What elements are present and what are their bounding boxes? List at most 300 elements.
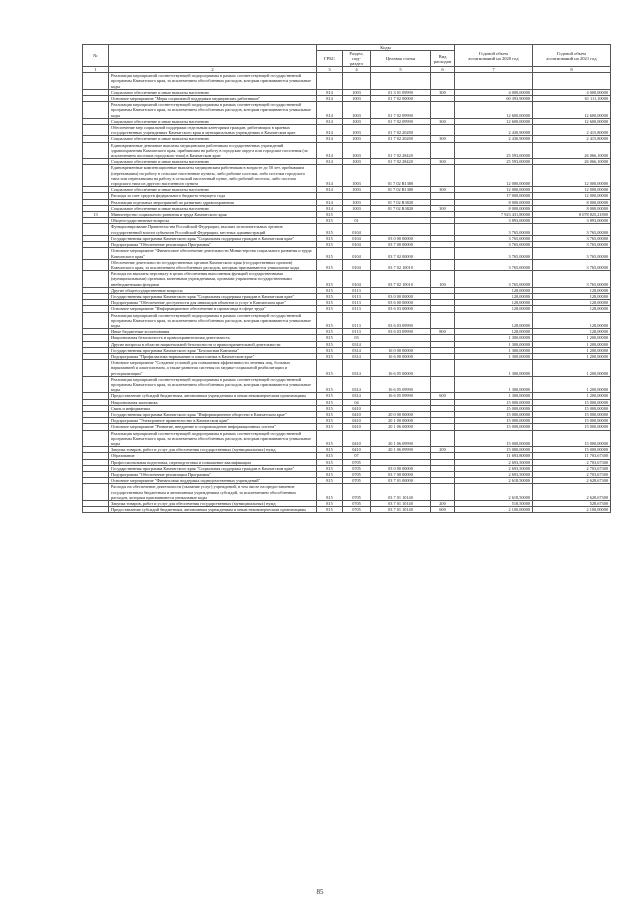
row-amount-2021: 1 200,00000 [533, 353, 611, 359]
row-amount-2020: 1 300,00000 [455, 347, 533, 353]
row-expense-type: 300 [431, 187, 455, 193]
row-name: Реализация мероприятий соответствующей подпрограммы в рамках соответствующей государственной программы Камчатского края, за исключением обособленных расходов, которым присваиваются уникальные коды [109, 430, 317, 447]
row-name: Подпрограмма "Обеспечение реализации Программы" [109, 242, 317, 248]
row-name: Закупка товаров, работ и услуг для обеспечения государственных (муниципальных) нужд [109, 447, 317, 453]
row-grbs: 814 [317, 142, 343, 159]
row-target-article: 01 7 02 09990 [371, 118, 431, 124]
col-num-4: 4 [343, 67, 371, 73]
row-target-article: 03 7 01 10140 [371, 507, 431, 513]
row-grbs: 815 [317, 472, 343, 478]
row-target-article: 16 0 00 00000 [371, 347, 431, 353]
row-amount-2020: 3 765,00000 [455, 271, 533, 288]
row-grbs: 815 [317, 212, 343, 218]
row-amount-2021: 15 000,00000 [533, 424, 611, 430]
row-grbs: 815 [317, 459, 343, 465]
row-target-article: 03 7 01 10140 [371, 501, 431, 507]
budget-table-sheet [82, 44, 610, 513]
row-amount-2021: 11 703,67300 [533, 453, 611, 459]
row-grbs: 815 [317, 453, 343, 459]
row-razdel: 0410 [343, 411, 371, 417]
row-index: 13 [83, 212, 109, 218]
row-amount-2021: 12 000,00000 [533, 187, 611, 193]
row-name: Единовременные денежные выплаты медицинским работникам государственных учреждений здравоохранения Камчатского края, прибывшим на работу в городские округа или городские поселения (за исключением поселков городского типа) в Камчатском крае [109, 142, 317, 159]
row-grbs: 815 [317, 341, 343, 347]
row-grbs: 815 [317, 430, 343, 447]
row-amount-2020: 12 600,00000 [455, 102, 533, 119]
row-name: Профессиональная подготовка, переподготовка и повышение квалификации [109, 459, 317, 465]
header-target: Целевая статья [371, 51, 431, 67]
row-grbs: 815 [317, 478, 343, 484]
row-name: Подпрограмма "Электронное правительство в Камчатском крае" [109, 418, 317, 424]
row-index [83, 430, 109, 447]
row-razdel: 0113 [343, 300, 371, 306]
row-amount-2020: 128,00000 [455, 329, 533, 335]
row-razdel: 0113 [343, 287, 371, 293]
row-target-article: 03 7 00 00000 [371, 242, 431, 248]
row-grbs: 815 [317, 393, 343, 399]
row-expense-type: 300 [431, 118, 455, 124]
row-razdel: 0410 [343, 418, 371, 424]
row-amount-2021: 15 000,00000 [533, 418, 611, 424]
row-grbs: 815 [317, 360, 343, 377]
row-razdel: 1003 [343, 118, 371, 124]
row-razdel: 0314 [343, 360, 371, 377]
row-razdel: 0113 [343, 306, 371, 312]
table-body [83, 73, 611, 513]
row-amount-2020: 2 693,50000 [455, 465, 533, 471]
row-name: Министерство социального развития и труда Камчатского края [109, 212, 317, 218]
row-index [83, 165, 109, 187]
row-name: Национальная экономика [109, 399, 317, 405]
row-name: Основное мероприятие "Развитие, внедрение и сопровождение информационных систем" [109, 424, 317, 430]
row-target-article: 03 7 02 10010 [371, 271, 431, 288]
row-target-article: 03 6 00 00000 [371, 300, 431, 306]
row-amount-2020: 12 600,00000 [455, 118, 533, 124]
row-grbs: 815 [317, 312, 343, 329]
header-name [109, 45, 317, 67]
col-num-7: 7 [455, 67, 533, 73]
row-amount-2021: 128,00000 [533, 312, 611, 329]
row-razdel: 04 [343, 399, 371, 405]
row-amount-2020: 3 765,00000 [455, 259, 533, 270]
col-num-2: 2 [109, 67, 317, 73]
row-grbs: 814 [317, 165, 343, 187]
table-row [83, 430, 611, 447]
row-amount-2021: 15 000,00000 [533, 447, 611, 453]
row-amount-2021: 1 200,00000 [533, 393, 611, 399]
row-target-article: 01 7 02 R3820 [371, 199, 431, 205]
row-amount-2021: 3 765,00000 [533, 248, 611, 259]
row-target-article: 03 6 03 00000 [371, 306, 431, 312]
row-amount-2021: 1 200,00000 [533, 335, 611, 341]
row-name: Социальное обеспечение и иные выплаты населению [109, 187, 317, 193]
row-expense-type: 300 [431, 205, 455, 211]
row-amount-2020: 3 765,00000 [455, 242, 533, 248]
table-row [83, 484, 611, 501]
row-name: Социальное обеспечение и иные выплаты населению [109, 205, 317, 211]
row-amount-2020: 60 393,90000 [455, 96, 533, 102]
row-razdel: 0314 [343, 393, 371, 399]
table-row [83, 224, 611, 235]
row-target-article: 16 6 05 09990 [371, 376, 431, 393]
row-grbs: 815 [317, 335, 343, 341]
row-razdel: 0113 [343, 312, 371, 329]
table-row [83, 248, 611, 259]
row-expense-type [431, 224, 455, 235]
row-expense-type [431, 259, 455, 270]
row-amount-2021: 2 628,67300 [533, 484, 611, 501]
row-target-article: 01 7 02 00000 [371, 96, 431, 102]
row-razdel: 1003 [343, 187, 371, 193]
row-expense-type [431, 360, 455, 377]
row-amount-2021: 8 000,00000 [533, 205, 611, 211]
row-amount-2020: 128,00000 [455, 306, 533, 312]
row-razdel: 0410 [343, 447, 371, 453]
row-name: Иные бюджетные ассигнования [109, 329, 317, 335]
row-amount-2020: 2 430,90000 [455, 136, 533, 142]
row-amount-2021: 15 000,00000 [533, 430, 611, 447]
row-grbs: 815 [317, 218, 343, 224]
row-name: Закупка товаров, работ и услуг для обеспечения государственных (муниципальных) нужд [109, 501, 317, 507]
row-target-article [371, 73, 431, 90]
col-num-5: 5 [371, 67, 431, 73]
row-razdel: 0113 [343, 293, 371, 299]
row-razdel: 0104 [343, 248, 371, 259]
row-name: Предоставление субсидий бюджетным, автономным учреждениям и иным некоммерческим организациям [109, 393, 317, 399]
row-grbs: 814 [317, 136, 343, 142]
row-razdel: 0705 [343, 465, 371, 471]
row-amount-2021: 3 765,00000 [533, 235, 611, 241]
row-grbs: 815 [317, 484, 343, 501]
row-amount-2021: 528,67300 [533, 501, 611, 507]
row-amount-2020: 1 300,00000 [455, 376, 533, 393]
row-amount-2021: 3 765,00000 [533, 271, 611, 288]
row-name: Предоставление субсидий бюджетным, автономным учреждениям и иным некоммерческим организациям [109, 507, 317, 513]
header-vid: Вид расходов [431, 51, 455, 67]
row-amount-2020: 7 923 431,80000 [455, 212, 533, 218]
row-amount-2021: 12 000,00000 [533, 193, 611, 199]
table-row [83, 142, 611, 159]
row-amount-2021: 15 000,00000 [533, 411, 611, 417]
row-razdel: 1003 [343, 102, 371, 119]
row-amount-2020: 518,50000 [455, 501, 533, 507]
row-grbs: 815 [317, 300, 343, 306]
row-amount-2020: 12 000,00000 [455, 187, 533, 193]
header-grbs: ГРБС [317, 51, 343, 67]
row-index [83, 73, 109, 90]
row-amount-2020: 15 000,00000 [455, 447, 533, 453]
col-num-8: 8 [533, 67, 611, 73]
row-razdel: 0705 [343, 507, 371, 513]
row-amount-2021: 1 200,00000 [533, 341, 611, 347]
row-target-article: 03 7 02 10010 [371, 259, 431, 270]
row-grbs: 814 [317, 118, 343, 124]
row-expense-type [431, 376, 455, 393]
row-target-article: 01 3 01 09990 [371, 89, 431, 95]
row-expense-type [431, 73, 455, 90]
row-target-article: 03 0 00 00000 [371, 235, 431, 241]
table-row [83, 125, 611, 136]
row-razdel: 1003 [343, 165, 371, 187]
row-target-article: 03 6 03 09990 [371, 329, 431, 335]
row-razdel: 0113 [343, 329, 371, 335]
row-expense-type [431, 165, 455, 187]
row-index [83, 125, 109, 136]
row-target-article: 03 0 00 00000 [371, 293, 431, 299]
row-grbs: 815 [317, 329, 343, 335]
row-index [83, 484, 109, 501]
row-amount-2021: 12 600,00000 [533, 102, 611, 119]
row-expense-type [431, 430, 455, 447]
row-index [83, 142, 109, 159]
row-amount-2020: 17 000,00000 [455, 193, 533, 199]
row-expense-type [431, 312, 455, 329]
row-amount-2020: 15 000,00000 [455, 399, 533, 405]
row-name: Реализация мероприятий соответствующей подпрограммы в рамках соответствующей государственной программы Камчатского края, за исключением обособленных расходов, которым присваиваются уникальные коды [109, 73, 317, 90]
row-index [83, 360, 109, 377]
row-grbs: 815 [317, 376, 343, 393]
row-index [83, 259, 109, 270]
row-name: Другие вопросы в области национальной безопасности и правоохранительной деятельности [109, 341, 317, 347]
table-row [83, 507, 611, 513]
row-target-article [371, 224, 431, 235]
row-target-article: 20 1 06 09990 [371, 430, 431, 447]
row-grbs: 814 [317, 89, 343, 95]
row-amount-2020: 2 100,00000 [455, 507, 533, 513]
row-amount-2020: 128,00000 [455, 312, 533, 329]
row-name: Социальное обеспечение и иные выплаты населению [109, 136, 317, 142]
row-razdel: 0705 [343, 459, 371, 465]
row-target-article: 03 7 02 00000 [371, 248, 431, 259]
row-expense-type [431, 125, 455, 136]
row-index [83, 507, 109, 513]
row-amount-2020: 1 300,00000 [455, 353, 533, 359]
row-name: Социальное обеспечение и иные выплаты населению [109, 118, 317, 124]
row-name: Социальное обеспечение и иные выплаты населению [109, 159, 317, 165]
row-expense-type [431, 142, 455, 159]
row-target-article: 03 6 03 09990 [371, 312, 431, 329]
row-amount-2021: 1 200,00000 [533, 376, 611, 393]
row-amount-2021: 128,00000 [533, 287, 611, 293]
row-razdel: 0104 [343, 242, 371, 248]
row-name: Национальная безопасность и правоохранительная деятельность [109, 335, 317, 341]
row-name: Государственная программа Камчатского края "Безопасная Камчатка" [109, 347, 317, 353]
row-name: Основное мероприятие "Информационное обеспечение и пропаганда в сфере труда" [109, 306, 317, 312]
row-razdel: 1003 [343, 159, 371, 165]
row-grbs: 815 [317, 242, 343, 248]
row-amount-2020: 15 000,00000 [455, 411, 533, 417]
row-index [83, 224, 109, 235]
row-razdel: 0314 [343, 353, 371, 359]
row-index [83, 312, 109, 329]
row-amount-2020: 12 000,00000 [455, 165, 533, 187]
row-target-article: 03 7 00 00000 [371, 472, 431, 478]
row-expense-type [431, 248, 455, 259]
row-amount-2020: 1 300,00000 [455, 360, 533, 377]
row-razdel: 1003 [343, 125, 371, 136]
row-amount-2020: 2 430,90000 [455, 125, 533, 136]
row-razdel: 0314 [343, 347, 371, 353]
row-razdel: 0314 [343, 376, 371, 393]
row-razdel: 0705 [343, 501, 371, 507]
row-name: Реализация отдельных мероприятий по развитию здравоохранения [109, 199, 317, 205]
row-amount-2021: 2 703,67300 [533, 459, 611, 465]
row-amount-2021: 2 415,80000 [533, 125, 611, 136]
row-grbs: 815 [317, 465, 343, 471]
row-target-article: 20 1 06 00000 [371, 424, 431, 430]
row-razdel: 0410 [343, 430, 371, 447]
row-name: Расходы за счет средств федерального бюджета текущего года [109, 193, 317, 199]
row-target-article: 20 0 00 00000 [371, 411, 431, 417]
row-target-article: 01 7 02 20280 [371, 136, 431, 142]
row-grbs: 815 [317, 271, 343, 288]
row-grbs: 815 [317, 306, 343, 312]
row-grbs: 814 [317, 187, 343, 193]
row-target-article: 01 7 02 R1380 [371, 187, 431, 193]
row-expense-type: 100 [431, 271, 455, 288]
row-amount-2021: 2 100,00000 [533, 507, 611, 513]
row-amount-2021: 12 600,00000 [533, 118, 611, 124]
row-razdel: 0410 [343, 424, 371, 430]
row-grbs: 815 [317, 224, 343, 235]
row-name: Расходы на выплаты персоналу в целях обеспечения выполнения функций государственными (муниципальными) органами, казенными учреждениями, органами управления государственными внебюджетными фондами [109, 271, 317, 288]
row-amount-2020: 128,00000 [455, 293, 533, 299]
row-name: Основное мероприятие "Меры социальной поддержки медицинских работников" [109, 96, 317, 102]
row-amount-2021: 1 200,00000 [533, 347, 611, 353]
row-target-article: 16 6 00 00000 [371, 353, 431, 359]
row-amount-2020: 8 000,00000 [455, 205, 533, 211]
row-grbs: 815 [317, 287, 343, 293]
row-expense-type: 300 [431, 89, 455, 95]
row-name: Социальное обеспечение и иные выплаты населению [109, 89, 317, 95]
row-grbs: 815 [317, 235, 343, 241]
row-amount-2020: 15 000,00000 [455, 418, 533, 424]
row-razdel: 1003 [343, 142, 371, 159]
header-num: № [83, 45, 109, 67]
row-index [83, 376, 109, 393]
row-razdel: 1003 [343, 96, 371, 102]
row-name: Подпрограмма "Обеспечение реализации Программы" [109, 472, 317, 478]
header-2020: Годовой объем ассигнований на 2020 год [455, 45, 533, 67]
row-name: Подпрограмма "Обеспечение доступности для инвалидов объектов и услуг в Камчатском крае" [109, 300, 317, 306]
table-row [83, 360, 611, 377]
header-2021: Годовой объем ассигнований на 2021 год [533, 45, 611, 67]
row-target-article: 01 7 02 R1380 [371, 165, 431, 187]
row-grbs: 815 [317, 259, 343, 270]
row-name: Реализация мероприятий соответствующей подпрограммы в рамках соответствующей государственной программы Камчатского края, за исключением обособленных расходов, которым присваиваются уникальные коды [109, 376, 317, 393]
row-name: Образование [109, 453, 317, 459]
row-target-article: 01 7 02 09990 [371, 102, 431, 119]
row-name: Реализация мероприятий соответствующей подпрограммы в рамках соответствующей государственной программы Камчатского края, за исключением обособленных расходов, которым присваиваются уникальные коды [109, 312, 317, 329]
row-amount-2021: 2 703,67300 [533, 465, 611, 471]
row-razdel: 0104 [343, 271, 371, 288]
table-row [83, 165, 611, 187]
header-razdel: Раздел, под- раздел [343, 51, 371, 67]
row-name: Основное мероприятие "Создание условий для повышения эффективности лечения лиц, больных наркоманией и алкоголизмом, а также развития системы их медико-социальной реабилитации и ресоциализации" [109, 360, 317, 377]
row-razdel: 0705 [343, 472, 371, 478]
row-target-article: 01 7 02 28420 [371, 142, 431, 159]
row-amount-2020: 3 765,00000 [455, 235, 533, 241]
row-razdel: 1003 [343, 205, 371, 211]
row-amount-2020: 15 000,00000 [455, 424, 533, 430]
row-amount-2021: 15 000,00000 [533, 405, 611, 411]
row-razdel: 0705 [343, 484, 371, 501]
row-amount-2021: 128,00000 [533, 293, 611, 299]
col-num-1: 1 [83, 67, 109, 73]
row-grbs: 814 [317, 199, 343, 205]
row-amount-2020: 2 693,50000 [455, 472, 533, 478]
row-amount-2021: 26 066,10000 [533, 159, 611, 165]
row-amount-2020: 15 000,00000 [455, 430, 533, 447]
row-razdel: 0410 [343, 405, 371, 411]
row-amount-2020: 1 300,00000 [455, 393, 533, 399]
row-grbs [317, 73, 343, 90]
row-name: Функционирование Правительства Российской Федерации, высших исполнительных органов государственной власти субъектов Российской Федерации, местных администраций [109, 224, 317, 235]
row-name: Другие общегосударственные вопросы [109, 287, 317, 293]
row-grbs: 815 [317, 411, 343, 417]
row-amount-2021: 3 765,00000 [533, 224, 611, 235]
row-grbs: 815 [317, 347, 343, 353]
row-amount-2020: 25 593,00000 [455, 142, 533, 159]
row-amount-2020: 128,00000 [455, 300, 533, 306]
row-amount-2021: 3 893,00000 [533, 218, 611, 224]
row-name: Единовременные компенсационные выплаты медицинским работникам в возрасте до 50 лет, прибывшим (переехавшим) на работу в сельские населенные пункты, либо рабочие поселки, либо поселки городского типа или переехавшим на работу в сельский населенный пункт, либо рабочий поселок, либо поселок городского типа из другого населенного пункта [109, 165, 317, 187]
row-razdel: 1003 [343, 89, 371, 95]
col-num-6: 6 [431, 67, 455, 73]
row-amount-2021 [533, 73, 611, 90]
row-target-article: 03 7 01 10140 [371, 484, 431, 501]
row-target-article: 20 1 06 09990 [371, 447, 431, 453]
row-name: Государственная программа Камчатского края "Социальная поддержка граждан в Камчатском крае" [109, 293, 317, 299]
row-name: Обеспечение мер социальной поддержки отдельным категориям граждан, работающих в краевых государственных учреждениях Камчатского края и муниципальных учреждениях в Камчатском крае [109, 125, 317, 136]
row-target-article: 01 7 02 28420 [371, 159, 431, 165]
row-amount-2021: 61 111,10000 [533, 96, 611, 102]
row-amount-2021: 128,00000 [533, 329, 611, 335]
row-grbs: 815 [317, 353, 343, 359]
row-amount-2020: 2 618,50000 [455, 478, 533, 484]
row-amount-2020: 11 693,80000 [455, 453, 533, 459]
row-target-article: 16 6 05 00000 [371, 360, 431, 377]
row-amount-2020: 8 000,00000 [455, 199, 533, 205]
row-grbs: 815 [317, 447, 343, 453]
row-razdel: 0104 [343, 259, 371, 270]
row-grbs: 815 [317, 424, 343, 430]
budget-table [82, 44, 611, 513]
row-expense-type: 800 [431, 329, 455, 335]
row-name: Реализация мероприятий соответствующей подпрограммы в рамках соответствующей государственной программы Камчатского края, за исключением обособленных расходов, которым присваиваются уникальные коды [109, 102, 317, 119]
row-target-article: 16 6 05 09990 [371, 393, 431, 399]
row-razdel [343, 73, 371, 90]
row-razdel: 0314 [343, 341, 371, 347]
row-name: Основное мероприятие "Финансовая поддержка подведомственных учреждений" [109, 478, 317, 484]
row-razdel: 07 [343, 453, 371, 459]
row-amount-2020: 25 593,00000 [455, 159, 533, 165]
row-target-article: 01 7 02 R3820 [371, 205, 431, 211]
table-row [83, 271, 611, 288]
row-grbs: 815 [317, 293, 343, 299]
row-razdel: 0705 [343, 478, 371, 484]
row-amount-2020: 2 693,50000 [455, 459, 533, 465]
row-razdel: 03 [343, 335, 371, 341]
col-num-3: 3 [317, 67, 343, 73]
row-name: Государственная программа Камчатского края "Социальная поддержка граждан в Камчатском крае" [109, 465, 317, 471]
row-grbs: 814 [317, 205, 343, 211]
row-name: Государственная программа Камчатского края "Информационное общество в Камчатском крае" [109, 411, 317, 417]
row-amount-2021: 26 066,10000 [533, 142, 611, 159]
table-row [83, 259, 611, 270]
row-grbs: 815 [317, 399, 343, 405]
row-grbs: 815 [317, 405, 343, 411]
